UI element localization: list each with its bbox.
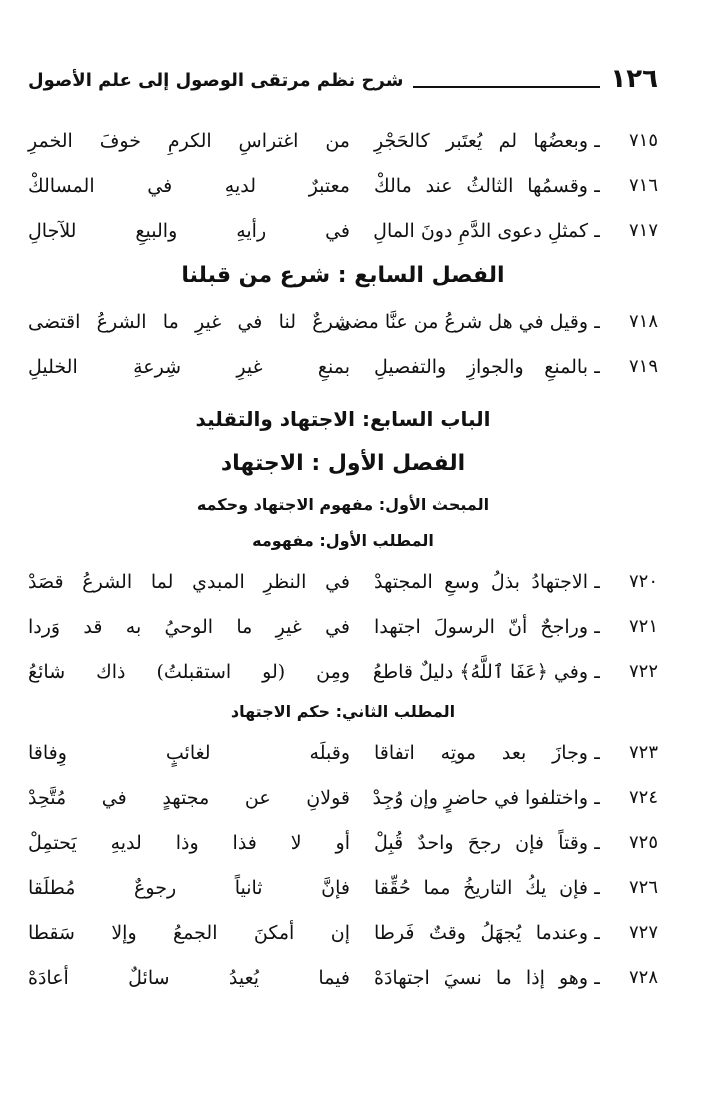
verse-line — [28, 559, 658, 604]
verse-line — [28, 604, 658, 649]
verse-number: ٧١٦ — [628, 175, 658, 196]
verse-line — [28, 344, 658, 389]
verse-dash: ـ — [594, 741, 600, 764]
verse-number: ٧٢٢ — [628, 661, 658, 682]
verse-dash: ـ — [594, 966, 600, 989]
verse-dash: ـ — [594, 615, 600, 638]
subsection-heading-matlab-1: المطلب الأول: مفهومه — [252, 531, 434, 550]
verse-number: ٧١٥ — [628, 130, 658, 151]
verse-dash: ـ — [594, 129, 600, 152]
verse-number: ٧٢٤ — [628, 787, 658, 808]
verse-second-hemistich: في غيرِ ما الوحيُ به قد وَردا — [28, 615, 350, 638]
verse-dash: ـ — [594, 660, 600, 683]
verse-number: ٧٢٦ — [628, 877, 658, 898]
verse-number: ٧٢٧ — [628, 922, 658, 943]
verse-second-hemistich: ومِن (لو استقبلتُ) ذاك شائعُ — [28, 660, 350, 683]
chapter-heading-fasl-7: الفصل السابع : شرع من قبلنا — [181, 263, 505, 288]
book-title: شرح نظم مرتقى الوصول إلى علم الأصول — [28, 70, 404, 91]
verse-second-hemistich: معتبرٌ لديهِ في المسالكْ — [28, 174, 350, 197]
verse-line — [28, 649, 658, 694]
verse-dash: ـ — [594, 876, 600, 899]
verse-dash: ـ — [594, 219, 600, 242]
part-heading-bab-7: الباب السابع: الاجتهاد والتقليد — [195, 407, 491, 431]
subsection-heading-matlab-2: المطلب الثاني: حكم الاجتهاد — [230, 702, 456, 721]
verse-first-hemistich: وفي ﴿عَفَا ٱللَّهُ﴾ دليلٌ قاطعُ — [372, 660, 588, 683]
verse-line — [28, 163, 658, 208]
verse-number: ٧١٨ — [628, 311, 658, 332]
verse-first-hemistich: وقسمُها الثالثُ عند مالكْ — [374, 174, 588, 197]
verse-number: ٧٢٣ — [628, 742, 658, 763]
verse-dash: ـ — [594, 355, 600, 378]
verse-line — [28, 730, 658, 775]
page-content — [28, 118, 658, 1000]
verse-second-hemistich: من اغتراسِ الكرمِ خوفَ الخمرِ — [28, 129, 350, 152]
verse-second-hemistich: في النظرِ المبدي لما الشرعُ قصَدْ — [28, 570, 350, 593]
verse-line — [28, 910, 658, 955]
verse-line — [28, 820, 658, 865]
verse-line — [28, 208, 658, 253]
verse-first-hemistich: بالمنعِ والجوازِ والتفصيلِ — [374, 355, 588, 378]
verse-first-hemistich: وراجحٌ أنّ الرسولَ اجتهدا — [374, 615, 588, 638]
verse-line — [28, 775, 658, 820]
verse-dash: ـ — [594, 310, 600, 333]
verse-number: ٧٢٥ — [628, 832, 658, 853]
verse-second-hemistich: أو لا فذا وذا لديهِ يَحتمِلْ — [28, 831, 350, 854]
verse-number: ٧٢٨ — [628, 967, 658, 988]
verse-first-hemistich: الاجتهادُ بذلُ وسعِ المجتهدْ — [374, 570, 588, 593]
verse-second-hemistich: فيما يُعيدُ سائلٌ أعادَهْ — [28, 966, 350, 989]
verse-dash: ـ — [594, 174, 600, 197]
verse-first-hemistich: وبعضُها لم يُعتَبر كالحَجْرِ — [374, 129, 588, 152]
verse-line — [28, 299, 658, 344]
verse-line — [28, 955, 658, 1000]
verse-second-hemistich: في رأيهِ والبيعِ للآجالِ — [28, 219, 350, 242]
chapter-heading-fasl-1: الفصل الأول : الاجتهاد — [220, 451, 466, 476]
verse-line — [28, 865, 658, 910]
verse-dash: ـ — [594, 831, 600, 854]
verse-first-hemistich: وقتاً فإن رجحَ واحدٌ قُبِلْ — [374, 831, 588, 854]
verse-dash: ـ — [594, 786, 600, 809]
verse-number: ٧١٧ — [628, 220, 658, 241]
verse-second-hemistich: فإنَّ ثانياً رجوعٌ مُطلَقا — [28, 876, 350, 899]
page-header — [28, 58, 658, 94]
verse-second-hemistich: وقبلَه لغائبٍ وِفاقا — [28, 741, 350, 764]
verse-first-hemistich: فإن يكُ التاريخُ مما حُقِّقا — [374, 876, 588, 899]
verse-number: ٧٢١ — [628, 616, 658, 637]
verse-first-hemistich: وقيل في هل شرعُ من عنَّا مضى — [336, 310, 588, 333]
verse-dash: ـ — [594, 570, 600, 593]
verse-second-hemistich: بمنعِ غيرِ شِرعةِ الخليلِ — [28, 355, 350, 378]
verse-second-hemistich: إن أمكنَ الجمعُ وإلا سَقطا — [28, 921, 350, 944]
verse-first-hemistich: وجازَ بعد موتِه اتفاقا — [374, 741, 588, 764]
verse-first-hemistich: وهو إذا ما نسيَ اجتهادَهْ — [374, 966, 588, 989]
verse-first-hemistich: كمثلِ دعوى الدَّمِ دونَ المالِ — [373, 219, 588, 242]
verse-second-hemistich: شرعٌ لنا في غيرِ ما الشرعُ اقتضى — [28, 310, 350, 333]
subsection-heading-mabhath-1: المبحث الأول: مفهوم الاجتهاد وحكمه — [196, 495, 490, 514]
verse-dash: ـ — [594, 921, 600, 944]
verse-first-hemistich: وعندما يُجهَلُ وقتٌ فَرطا — [374, 921, 588, 944]
verse-line — [28, 118, 658, 163]
verse-number: ٧١٩ — [628, 356, 658, 377]
verse-number: ٧٢٠ — [628, 571, 658, 592]
verse-second-hemistich: قولانِ عن مجتهدٍ في مُتَّحِدْ — [28, 786, 350, 809]
verse-first-hemistich: واختلفوا في حاضرٍ وإن وُجِدْ — [372, 786, 588, 809]
page-number: ١٢٦ — [610, 64, 658, 94]
header-rule — [413, 86, 600, 88]
